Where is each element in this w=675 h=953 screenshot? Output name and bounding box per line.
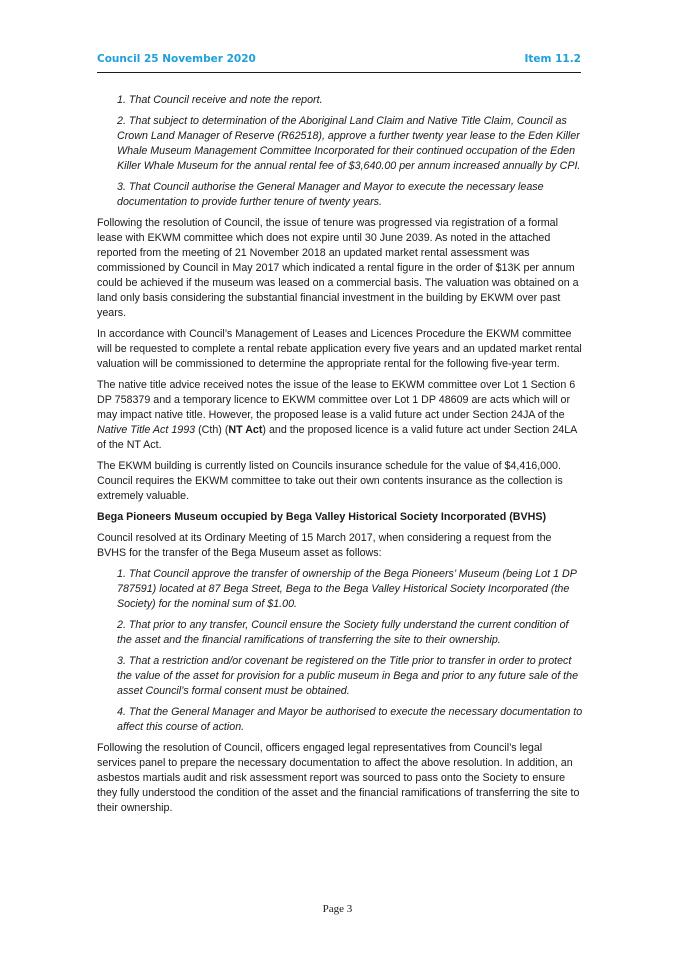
nt-act-abbrev: NT Act (228, 424, 263, 436)
resolution-item-1: 1. That Council receive and note the report. (117, 94, 323, 106)
native-title-text-e: ) and the proposed licence is a valid future act under Section 24LA of the NT Act. (97, 424, 577, 451)
header-divider (97, 72, 581, 73)
bega-resolution-item-2: 2. That prior to any transfer, Council ensure the Society fully understand the current condition of the asset and the financial ramifications of transferring the site to their ownership. (117, 619, 569, 646)
item-number-label: Item 11.2 (524, 53, 581, 65)
bega-resolution-item-4: 4. That the General Manager and Mayor be authorised to execute the necessary documentation to affect this course of action. (117, 706, 583, 733)
legal-representatives-paragraph: Following the resolution of Council, officers engaged legal representatives from Council’s legal services panel to prepare the necessary documentation to affect the above resolution. In addition, an asbestos martials audit and risk assessment report was sourced to pass onto the Society to ensure they fully understood the condition of the asset and the financial ramifications of transferring the site to their ownership. (97, 742, 580, 814)
bega-resolution-item-1: 1. That Council approve the transfer of ownership of the Bega Pioneers’ Museum (being Lot 1 DP 787591) located at 87 Bega Street, Bega to the Bega Valley Historical Society Incorporated (the Society) for the nominal sum of $1.00. (117, 568, 577, 610)
section-heading: Bega Pioneers Museum occupied by Bega Valley Historical Society Incorporated (BVHS) (97, 511, 547, 523)
native-title-text-a: The native title advice received notes the issue of the lease to EKWM committee over Lot 1 Section 6 DP 758379 and a temporary licence to EKWM committee over Lot 1 DP 48609 are acts which will or may impact native title. However, the proposed lease is a valid future act under Section 24JA of the (97, 379, 576, 421)
native-title-text-c: (Cth) ( (195, 424, 229, 436)
insurance-paragraph: The EKWM building is currently listed on Councils insurance schedule for the value of $4,416,000. Council requires the EKWM committee to take out their own contents insurance as the collection is extremely valuable. (97, 460, 563, 502)
resolution-item-2: 2. That subject to determination of the Aboriginal Land Claim and Native Title Claim, Council as Crown Land Manager of Reserve (R62518), approve a further twenty year lease to the Eden Killer Whale Museum Management Committee Incorporated for their continued occupation of the Eden Killer Whale Museum for the annual rental fee of $3,640.00 per annum increased annually by CPI. (117, 115, 581, 172)
leases-procedure-paragraph: In accordance with Council’s Management of Leases and Licences Procedure the EKWM committee will be requested to complete a rental rebate application every five years and an updated market rental valuation will be commissioned to determine the appropriate rental for the following five-year term. (97, 328, 582, 370)
page-header (97, 53, 581, 71)
native-title-act-name: Native Title Act 1993 (97, 424, 196, 436)
bega-resolution-item-3: 3. That a restriction and/or covenant be registered on the Title prior to transfer in order to protect the value of the asset for provision for a public museum in Bega and prior to any future sale of the asset Council’s formal consent must be obtained. (117, 655, 579, 697)
resolution-item-3: 3. That Council authorise the General Manager and Mayor to execute the necessary lease documentation to provide further tenure of twenty years. (117, 181, 544, 208)
tenure-paragraph: Following the resolution of Council, the issue of tenure was progressed via registration of a formal lease with EKWM committee which does not expire until 30 June 2039. As noted in the attached reported from the meeting of 21 November 2018 an updated market rental assessment was commissioned by Council in May 2017 which indicated a rental figure in the order of $13K per annum could be achieved if the museum was leased on a commercial basis. The valuation was obtained on a land only basis considering the substantial financial investment in the building by EKWM over past years. (97, 217, 579, 319)
native-title-paragraph (97, 378, 583, 453)
document-body (97, 93, 583, 822)
meeting-date-label: Council 25 November 2020 (97, 53, 256, 65)
page-number: Page 3 (322, 903, 353, 915)
ordinary-meeting-paragraph: Council resolved at its Ordinary Meeting of 15 March 2017, when considering a request from the BVHS for the transfer of the Bega Museum asset as follows: (97, 532, 552, 559)
